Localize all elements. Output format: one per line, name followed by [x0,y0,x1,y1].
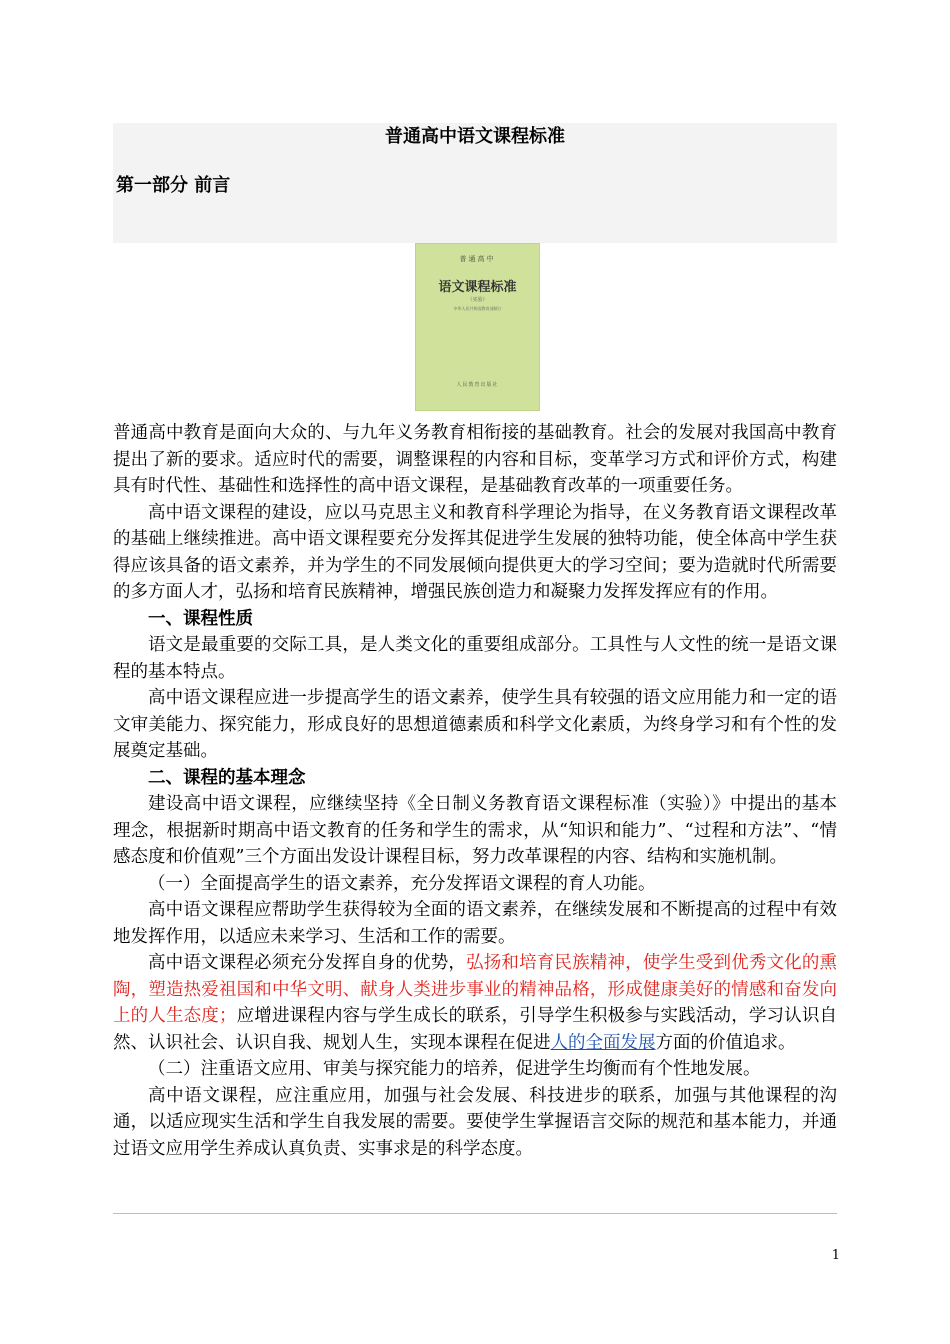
section-heading-nature: 一、课程性质 [148,608,253,629]
document-title: 普通高中语文课程标准 [385,126,565,147]
highlighted-text: 弘扬和培育民族精神，使学生受到优秀文化的熏陶，塑造热爱祖国和中华文明、献身人类进步事业的精神品格，形成健康美好的情感和奋发向上的人生态度； [113,953,837,1026]
cover-title: 语文课程标准 [438,280,517,295]
content-bottom-border [113,1213,837,1214]
sub-heading: （二）注重语文应用、审美与探究能力的培养，促进学生均衡而有个性地发展。 [148,1059,761,1079]
text-segment: 应增进课程内容与学生成长的联系，引导学生积极参与实践活动，学习认识自然、认识社会、认识自我、规划人生，实现本课程在促进 [113,1006,838,1053]
paragraph: 建设高中语文课程，应继续坚持《全日制义务教育语文课程标准（实验）》中提出的基本理念，根据新时期高中语文教育的任务和学生的需求，从“知识和能力”、“过程和方法”、“情感态度和价值观”三个方面出发设计课程目标，努力改革课程的内容、结构和实施机制。 [113,794,837,867]
section-heading-concepts: 二、课程的基本理念 [148,767,306,788]
page-number: 1 [831,1248,840,1263]
text-segment: 高中语文课程必须充分发挥自身的优势， [148,953,467,973]
paragraph: 语文是最重要的交际工具，是人类文化的重要组成部分。工具性与人文性的统一是语文课程的基本特点。 [113,635,837,682]
part-heading: 第一部分 前言 [116,175,231,196]
hyperlink-human-development[interactable]: 人的全面发展 [550,1032,656,1053]
book-cover-image [415,243,540,411]
paragraph: 高中语文课程的建设，应以马克思主义和教育科学理论为指导，在义务教育语文课程改革的基础上继续推进。高中语文课程要充分发挥其促进学生发展的独特功能，使全体高中学生获得应该具备的语文素养，并为学生的不同发展倾向提供更大的学习空间；要为造就时代所需要的多方面人才，弘扬和培育民族精神，增强民族创造力和凝聚力发挥发挥应有的作用。 [113,502,837,602]
cover-press: 人民教育出版社 [456,382,499,388]
paragraph: 高中语文课程应进一步提高学生的语文素养，使学生具有较强的语文应用能力和一定的语文审美能力、探究能力，形成良好的思想道德素质和科学文化素质，为终身学习和有个性的发展奠定基础。 [113,688,837,761]
paragraph: 高中语文课程，应注重应用，加强与社会发展、科技进步的联系，加强与其他课程的沟通，以适应现实生活和学生自我发展的需要。要使学生掌握语言交际的规范和基本能力，并通过语文应用学生养成认真负责、实事求是的科学态度。 [113,1085,837,1159]
paragraph: 高中语文课程应帮助学生获得较为全面的语文素养，在继续发展和不断提高的过程中有效地发挥作用，以适应未来学习、生活和工作的需要。 [113,900,837,947]
cover-top-text: 普通高中 [459,255,496,263]
sub-heading: （一）全面提高学生的语文素养，充分发挥语文课程的育人功能。 [148,873,656,894]
cover-publisher-line: 中华人民共和国教育部制订 [453,306,502,311]
cover-subtitle: （实验） [467,297,488,303]
paragraph-with-highlight [113,950,837,1056]
text-segment: 方面的价值追求。 [655,1032,796,1053]
paragraph-intro: 普通高中教育是面向大众的、与九年义务教育相衔接的基础教育。社会的发展对我国高中教育提出了新的要求。适应时代的需要，调整课程的内容和目标，变革学习方式和评价方式，构建具有时代性、基础性和选择性的高中语文课程，是基础教育改革的一项重要任务。 [113,423,837,496]
document-body [113,420,837,1162]
